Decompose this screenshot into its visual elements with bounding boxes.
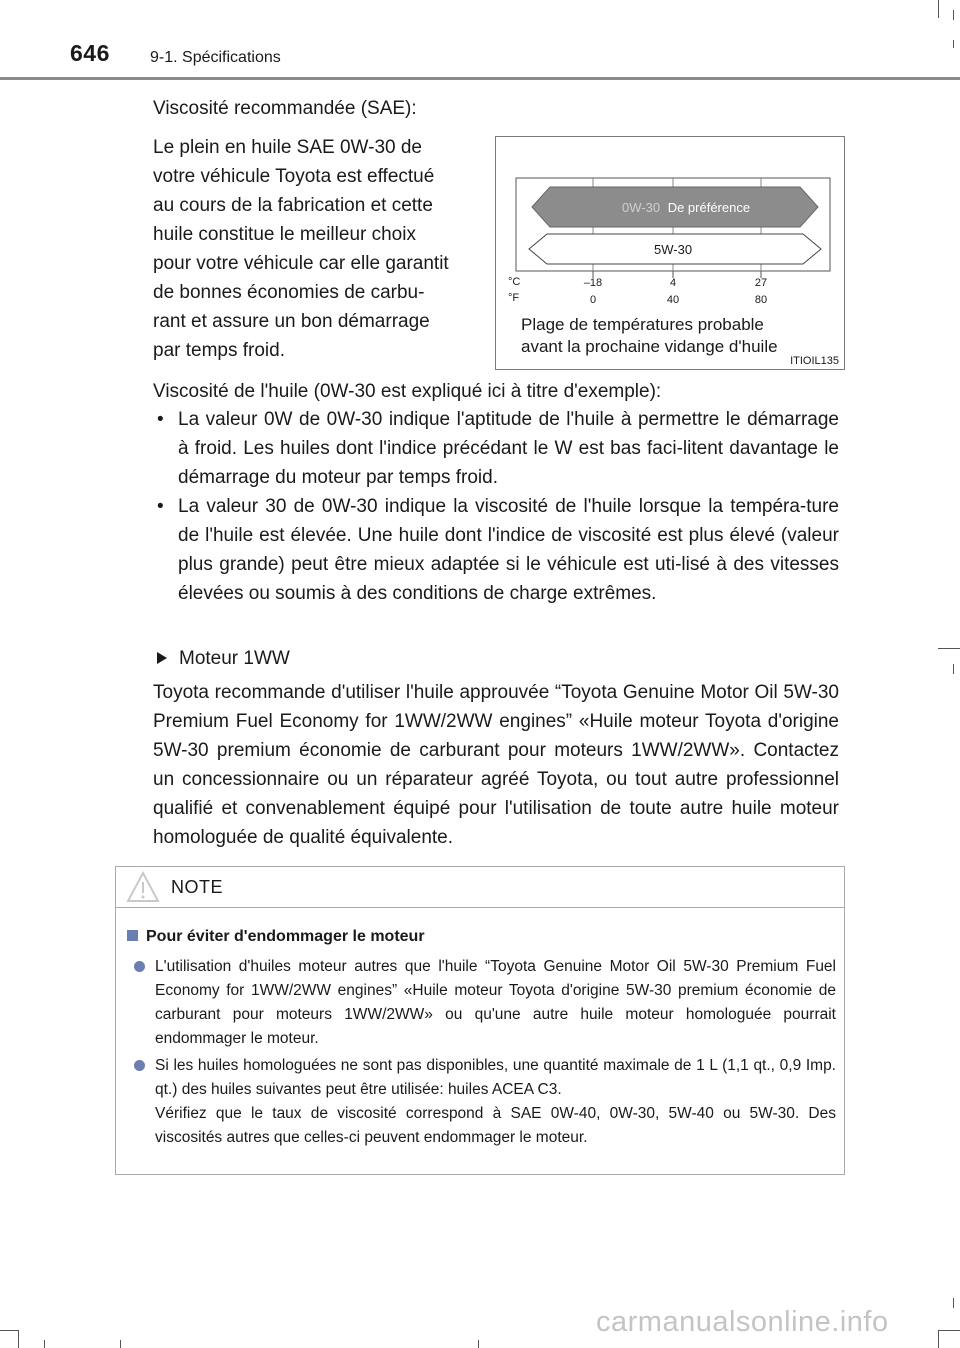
- crop-mark: [44, 1340, 45, 1348]
- crop-mark: [938, 1330, 960, 1331]
- circle-bullet-icon: [134, 961, 145, 972]
- intro-line: rant et assure un bon démarrage: [153, 311, 430, 332]
- intro-line: huile constitue le meilleur choix: [153, 224, 416, 245]
- square-bullet-icon: [127, 930, 138, 941]
- note-item-text: Vérifiez que le taux de viscosité correspond à SAE 0W-40, 0W-30, 5W-40 ou 5W-30. Des viscosités autres que celles-ci peuvent endommager le moteur.: [155, 1105, 836, 1146]
- crop-mark: [120, 1340, 121, 1348]
- crop-mark: [0, 1330, 18, 1331]
- caption-line: Plage de températures probable: [521, 315, 764, 334]
- note-item-text: Si les huiles homologuées ne sont pas disponibles, une quantité maximale de 1 L (1,1 qt., 0,9 Imp. qt.) des huiles suivantes peut être utilisée: huiles ACEA C3.: [155, 1057, 836, 1098]
- note-item-text: L'utilisation d'huiles moteur autres que l'huile “Toyota Genuine Motor Oil 5W-30 Premium Fuel Economy for 1WW/2WW engines” «Huile moteur Toyota d'origine 5W-30 premium économie de carburant pour moteurs 1WW/2WW» ou qu'une autre huile moteur homologuée pourrait endommager le moteur.: [155, 958, 836, 1047]
- intro-line: pour votre véhicule car elle garantit: [153, 253, 449, 274]
- engine-label: Moteur 1WW: [179, 648, 290, 669]
- crop-mark: [938, 0, 939, 18]
- section-title: 9-1. Spécifications: [150, 49, 281, 66]
- triangle-bullet-icon: [157, 652, 167, 664]
- note-label: NOTE: [171, 877, 224, 897]
- crop-mark: [953, 10, 954, 20]
- engine-paragraph: Toyota recommande d'utiliser l'huile approuvée “Toyota Genuine Motor Oil 5W-30 Premium Fuel Economy for 1WW/2WW engines” «Huile moteur Toyota d'origine 5W-30 premium économie de carburant pour moteurs 1WW/2WW». Contactez un concessionnaire ou un réparateur agréé Toyota, ou tout autre professionnel qualifié et convenablement équipé pour l'utilisation de toute autre huile moteur homologuée de qualité équivalente.: [153, 682, 839, 848]
- caption-line: avant la prochaine vidange d'huile: [521, 337, 778, 356]
- celsius-unit: °C: [508, 276, 521, 288]
- intro-line: par temps froid.: [153, 340, 285, 361]
- preference-label: De préférence: [667, 200, 751, 215]
- figure-code: ITIOIL135: [790, 355, 839, 367]
- fahrenheit-tick: 80: [754, 294, 768, 306]
- header-rule: [0, 77, 960, 80]
- bullet-dot: •: [157, 496, 164, 517]
- note-title: [127, 928, 425, 946]
- note-item: [155, 955, 836, 1051]
- celsius-tick: 4: [669, 277, 677, 289]
- arrow-0w30-label: [622, 200, 750, 215]
- page-number: 646: [70, 40, 110, 66]
- fahrenheit-tick: 0: [589, 294, 597, 306]
- intro-paragraph: [153, 133, 476, 365]
- watermark: carmanualsonline.info: [596, 1306, 889, 1338]
- intro-line: Le plein en huile SAE 0W-30 de: [153, 137, 422, 158]
- bullet-dot: •: [157, 409, 164, 430]
- engine-heading: [155, 646, 290, 672]
- intro-line: de bonnes économies de carbu-: [153, 282, 425, 303]
- crop-mark: [953, 1298, 954, 1308]
- fahrenheit-tick: 40: [666, 294, 680, 306]
- crop-mark: [953, 664, 954, 674]
- explain-heading: Viscosité de l'huile (0W-30 est expliqué ici à titre d'exemple):: [153, 381, 662, 402]
- crop-mark: [953, 40, 954, 48]
- celsius-tick: 27: [754, 277, 768, 289]
- bullet-text: La valeur 30 de 0W-30 indique la viscosité de l'huile lorsque la tempéra-ture de l'huile est élevée. Une huile dont l'indice de viscosité est plus élevé (valeur plus grande) peut être mieux adaptée si le véhicule est uti-lisé à des vitesses élevées ou soumis à des conditions de charge extrêmes.: [178, 496, 839, 604]
- viscosity-temperature-figure: [495, 136, 845, 370]
- intro-line: votre véhicule Toyota est effectué: [153, 166, 435, 187]
- fahrenheit-unit: °F: [508, 292, 520, 304]
- figure-caption: [521, 314, 778, 358]
- note-item: [155, 1054, 836, 1150]
- viscosity-heading: Viscosité recommandée (SAE):: [153, 98, 417, 119]
- celsius-tick: –18: [583, 277, 603, 289]
- crop-mark: [478, 1340, 479, 1348]
- crop-mark: [938, 1330, 939, 1348]
- note-title-text: Pour éviter d'endommager le moteur: [146, 928, 425, 945]
- circle-bullet-icon: [134, 1060, 145, 1071]
- bullet-item: [155, 405, 839, 492]
- note-box: [115, 866, 845, 1175]
- grade-5w30: 5W-30: [654, 242, 693, 257]
- bullet-text: La valeur 0W de 0W-30 indique l'aptitude de l'huile à permettre le démarrage à froid. Les huiles dont l'indice précédant le W est bas faci-litent davantage le démarrage du moteur par temps froid.: [178, 409, 839, 488]
- note-header: [116, 867, 844, 908]
- warning-triangle-icon: [126, 871, 160, 903]
- grade-0w30: 0W-30: [622, 200, 661, 215]
- crop-mark: [938, 648, 960, 649]
- intro-line: au cours de la fabrication et cette: [153, 195, 433, 216]
- bullet-item: [155, 492, 839, 608]
- crop-mark: [18, 1330, 19, 1348]
